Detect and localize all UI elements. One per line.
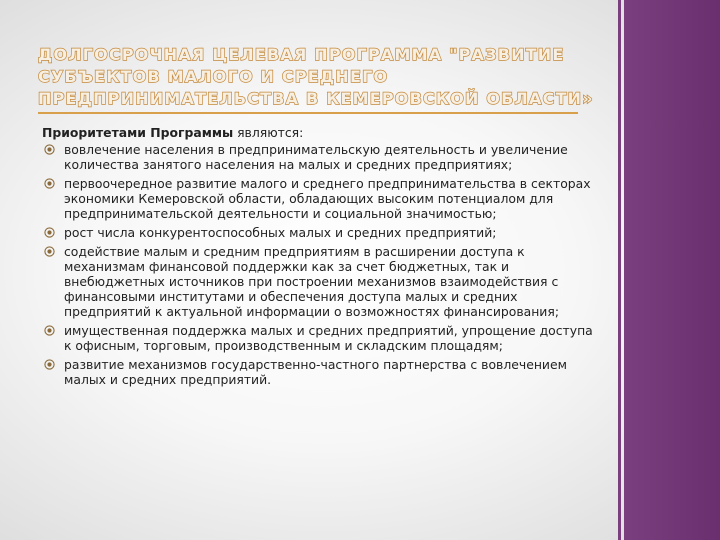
slide-body: [42, 125, 602, 391]
list-item-text: рост числа конкурентоспособных малых и средних предприятий;: [64, 225, 497, 240]
title-line-3: ПРЕДПРИНИМАТЕЛЬСТВА В КЕМЕРОВСКОЙ ОБЛАСТИ»: [38, 89, 594, 108]
list-item-text: содействие малым и средним предприятиям в расширении доступа к механизмам финансовой поддержки как за счет бюджетных, так и внебюджетных источников при построении механизмов взаимодействия с финансовыми институтами и обеспечения доступа малых и средних предприятий к актуальной информации о возможностях финансирования;: [64, 244, 559, 319]
circle-bullet-icon: [44, 144, 55, 155]
list-item: [42, 323, 602, 353]
title-line-2: СУБЪЕКТОВ МАЛОГО И СРЕДНЕГО: [38, 67, 389, 86]
sidebar-stripe: [618, 0, 621, 540]
circle-bullet-icon: [44, 246, 55, 257]
slide-title: [38, 44, 594, 114]
title-line-1: ДОЛГОСРОЧНАЯ ЦЕЛЕВАЯ ПРОГРАММА "РАЗВИТИЕ: [38, 45, 565, 64]
intro-text: [42, 125, 602, 140]
list-item: [42, 142, 602, 172]
list-item: [42, 357, 602, 387]
list-item-text: первоочередное развитие малого и среднего предпринимательства в секторах экономики Кемеровской области, обладающих высоким потенциалом для предпринимательской деятельности и социальной значимостью;: [64, 176, 591, 221]
list-item: [42, 225, 602, 240]
circle-bullet-icon: [44, 227, 55, 238]
intro-bold: Приоритетами Программы: [42, 125, 234, 140]
priority-list: [42, 142, 602, 387]
circle-bullet-icon: [44, 359, 55, 370]
intro-rest: являются:: [233, 125, 304, 140]
circle-bullet-icon: [44, 178, 55, 189]
sidebar-decoration: [624, 0, 720, 540]
list-item-text: вовлечение населения в предпринимательскую деятельность и увеличение количества занятого населения на малых и средних предприятиях;: [64, 142, 568, 172]
list-item-text: имущественная поддержка малых и средних предприятий, упрощение доступа к офисным, торговым, производственным и складским площадям;: [64, 323, 593, 353]
circle-bullet-icon: [44, 325, 55, 336]
list-item-text: развитие механизмов государственно-частного партнерства с вовлечением малых и средних предприятий.: [64, 357, 567, 387]
list-item: [42, 244, 602, 319]
list-item: [42, 176, 602, 221]
